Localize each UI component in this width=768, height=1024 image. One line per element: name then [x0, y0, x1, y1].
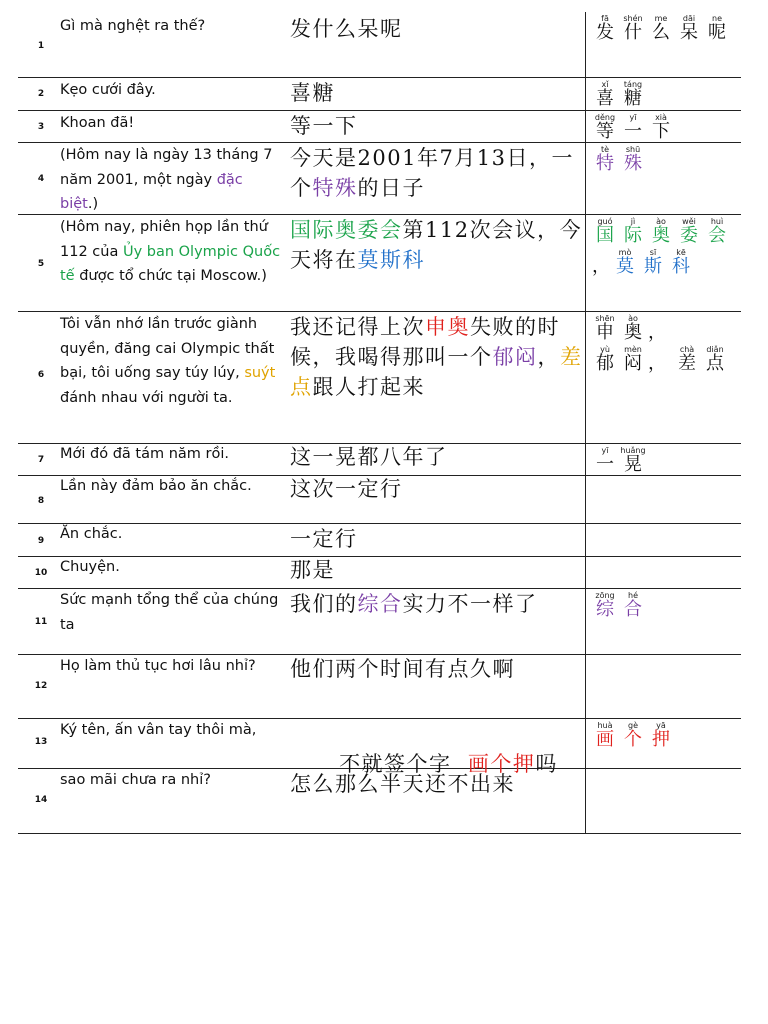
pinyin-cell	[591, 111, 741, 142]
row-number: 3	[37, 122, 45, 132]
row-number: 12	[34, 681, 48, 691]
pinyin-reading: shū	[625, 145, 641, 154]
hanzi-character: 莫	[616, 256, 634, 277]
vietnamese-text: Mới đó đã tám năm rồi.	[60, 446, 229, 462]
hanzi-character: 什	[624, 22, 642, 43]
pinyin-char	[647, 14, 675, 43]
pinyin-char	[619, 591, 647, 620]
pinyin-char	[619, 446, 647, 475]
row-number: 7	[37, 455, 45, 465]
pinyin-char	[591, 721, 619, 750]
pinyin-char	[647, 113, 675, 142]
row-number: 10	[34, 568, 48, 578]
hanzi-character: 委	[680, 225, 698, 246]
pinyin-reading: hé	[628, 591, 638, 600]
table-row	[18, 557, 741, 589]
pinyin-char	[703, 217, 731, 246]
hanzi-character: ，	[648, 322, 666, 343]
row-number: 13	[34, 737, 48, 747]
highlighted-term: 特殊	[312, 176, 358, 200]
row-number: 4	[37, 174, 45, 184]
chinese-text-part: 不就签个字	[339, 752, 468, 776]
vocab-table	[18, 12, 741, 834]
pinyin-reading: jì	[630, 217, 636, 226]
chinese-text: 发什么呆呢	[290, 17, 403, 41]
vietnamese-text-part: (Hôm nay là ngày 13 tháng 7 năm 2001, một ngày	[60, 147, 273, 188]
pinyin-line	[591, 312, 741, 343]
pinyin-char	[591, 345, 619, 374]
pinyin-char	[591, 446, 619, 475]
hanzi-character: 糖	[624, 88, 642, 109]
table-row	[18, 12, 741, 78]
hanzi-character: 闷	[624, 353, 642, 374]
pinyin-reading: xià	[655, 113, 667, 122]
pinyin-line	[591, 444, 741, 475]
pinyin-reading: ne	[712, 14, 722, 23]
hanzi-character: 特	[596, 153, 614, 174]
pinyin-reading: sī	[649, 248, 657, 257]
hanzi-character: 发	[596, 22, 614, 43]
pinyin-cell	[591, 444, 741, 475]
hanzi-character: 晃	[624, 454, 642, 475]
hanzi-character: 下	[652, 121, 670, 142]
hanzi-character: 差	[678, 353, 696, 374]
table-row	[18, 476, 741, 524]
pinyin-line	[591, 111, 741, 142]
pinyin-line	[591, 246, 741, 277]
highlighted-term: 差点	[290, 345, 583, 399]
pinyin-char	[591, 591, 619, 620]
hanzi-character: 一	[624, 121, 642, 142]
table-row	[18, 524, 741, 557]
hanzi-character: ，	[592, 256, 610, 277]
row-number: 6	[37, 370, 45, 380]
pinyin-reading: huǎng	[620, 446, 646, 455]
pinyin-line	[591, 589, 741, 620]
highlighted-term: 综合	[357, 592, 403, 616]
highlighted-term: Ủy ban Olympic Quốc tế	[60, 243, 281, 284]
pinyin-line	[591, 143, 741, 174]
pinyin-char	[647, 345, 667, 374]
pinyin-reading: zōng	[595, 591, 615, 600]
table-row	[18, 655, 741, 719]
pinyin-reading: shēn	[595, 314, 615, 323]
pinyin-char	[639, 248, 667, 277]
chinese-text-part: 吗	[535, 752, 558, 776]
chinese-text: 喜糖	[290, 81, 335, 105]
pinyin-reading: dāi	[682, 14, 696, 23]
chinese-text: 他们两个时间有点久啊	[290, 657, 515, 681]
row-number: 1	[37, 41, 45, 51]
pinyin-char	[619, 113, 647, 142]
pinyin-char	[591, 14, 619, 43]
pinyin-reading: huà	[597, 721, 613, 730]
vietnamese-text: Sức mạnh tổng thể của chúng ta	[60, 592, 279, 633]
hanzi-character: ，	[648, 353, 666, 374]
table-row	[18, 312, 741, 444]
vietnamese-text	[60, 215, 285, 289]
pinyin-reading: wěi	[682, 217, 696, 226]
vietnamese-text	[60, 312, 285, 410]
chinese-text	[290, 143, 586, 203]
highlighted-term: 莫斯科	[357, 248, 425, 272]
hanzi-character: 合	[624, 599, 642, 620]
hanzi-character: 点	[706, 353, 724, 374]
chinese-text	[290, 215, 586, 275]
pinyin-line	[591, 78, 741, 109]
vietnamese-text-part: đánh nhau với người ta.	[60, 389, 233, 406]
highlighted-term: 国际奥委会	[290, 218, 403, 242]
pinyin-reading: xǐ	[601, 80, 609, 89]
table-row	[18, 589, 741, 655]
vietnamese-text: Họ làm thủ tục hơi lâu nhỉ?	[60, 658, 256, 674]
hanzi-character: 郁	[596, 353, 614, 374]
pinyin-char	[619, 217, 647, 246]
pinyin-char	[647, 217, 675, 246]
vietnamese-text	[60, 143, 285, 217]
pinyin-reading: yù	[600, 345, 610, 354]
row-number: 8	[37, 496, 45, 506]
chinese-text: 那是	[290, 558, 335, 582]
hanzi-character: 国	[596, 225, 614, 246]
pinyin-reading: fā	[601, 14, 609, 23]
chinese-text: 等一下	[290, 114, 358, 138]
chinese-text-part: 失败的时候，我喝得那叫一个	[290, 315, 560, 369]
chinese-text-part: 我还记得上次	[290, 315, 425, 339]
vietnamese-text-part: được tổ chức tại Moscow.)	[74, 268, 267, 284]
row-number: 9	[37, 536, 45, 546]
row-number: 14	[34, 795, 48, 805]
pinyin-cell	[591, 143, 741, 174]
chinese-text-part: 今天是2001年7月13日，一个	[290, 146, 575, 200]
hanzi-character: 斯	[644, 256, 662, 277]
pinyin-reading: kē	[676, 248, 686, 257]
pinyin-char	[675, 217, 703, 246]
chinese-text-part: 实力不一样了	[402, 592, 538, 616]
hanzi-character: 呆	[680, 22, 698, 43]
pinyin-cell	[591, 215, 741, 277]
pinyin-char	[611, 248, 639, 277]
pinyin-reading: shén	[623, 14, 643, 23]
pinyin-reading: yī	[629, 113, 637, 122]
pinyin-reading: tè	[600, 145, 610, 154]
chinese-text-part: 第112次会议，今天将在	[290, 218, 583, 272]
chinese-text-part: 的日子	[357, 176, 425, 200]
vietnamese-text: sao mãi chưa ra nhỉ?	[60, 772, 211, 788]
hanzi-character: 喜	[596, 88, 614, 109]
pinyin-reading: děng	[594, 113, 616, 122]
pinyin-char	[647, 314, 667, 343]
pinyin-char	[701, 345, 729, 374]
pinyin-line	[591, 719, 741, 750]
pinyin-char	[619, 345, 647, 374]
row-number: 5	[37, 259, 45, 269]
pinyin-reading: diǎn	[706, 345, 724, 354]
vietnamese-text: Ký tên, ấn vân tay thôi mà,	[60, 722, 257, 738]
chinese-text: 怎么那么半天还不出来	[290, 772, 515, 796]
pinyin-reading: ào	[656, 217, 666, 226]
pinyin-cell	[591, 312, 741, 374]
table-row	[18, 769, 741, 834]
table-row	[18, 111, 741, 143]
pinyin-reading: ào	[628, 314, 638, 323]
column-divider	[585, 12, 586, 834]
highlighted-term: 申奥	[425, 315, 470, 339]
pinyin-line	[591, 343, 741, 374]
pinyin-char	[591, 314, 619, 343]
hanzi-character: 押	[652, 729, 670, 750]
vietnamese-text-part: .)	[87, 196, 99, 212]
pinyin-reading: mò	[618, 248, 632, 257]
chinese-text-part: 我们的	[290, 592, 358, 616]
pinyin-reading: me	[654, 14, 668, 23]
pinyin-char	[619, 14, 647, 43]
vietnamese-text: Gì mà nghệt ra thế?	[60, 18, 206, 34]
table-row	[18, 719, 741, 776]
hanzi-character: 一	[596, 454, 614, 475]
pinyin-char	[619, 145, 647, 174]
vietnamese-text: Lần này đảm bảo ăn chắc.	[60, 478, 252, 494]
chinese-text: 这一晃都八年了	[290, 445, 448, 469]
pinyin-char	[619, 314, 647, 343]
pinyin-reading: táng	[623, 80, 643, 89]
pinyin-reading: yī	[601, 446, 609, 455]
hanzi-character: 么	[652, 22, 670, 43]
pinyin-line	[591, 215, 741, 246]
pinyin-reading: guó	[597, 217, 613, 226]
hanzi-character: 综	[596, 599, 614, 620]
pinyin-char	[591, 80, 619, 109]
row-number: 11	[34, 617, 48, 627]
pinyin-char	[619, 80, 647, 109]
pinyin-char	[673, 345, 701, 374]
vietnamese-text: Khoan đã!	[60, 115, 135, 131]
hanzi-character: 际	[624, 225, 642, 246]
hanzi-character: 呢	[708, 22, 726, 43]
vietnamese-text-part: Tôi vẫn nhớ lần trước giành quyền, đăng cai Olympic thất bại, tôi uống say túy lúy,	[60, 316, 275, 381]
highlighted-term: suýt	[244, 365, 276, 381]
vietnamese-text-part: (Hôm nay, phiên họp lần thứ 112 của	[60, 219, 268, 260]
table-row	[18, 215, 741, 312]
pinyin-char	[591, 113, 619, 142]
hanzi-character: 科	[672, 256, 690, 277]
pinyin-cell	[591, 589, 741, 620]
chinese-text	[290, 589, 586, 619]
pinyin-reading: huì	[710, 217, 724, 226]
pinyin-line	[591, 12, 741, 43]
pinyin-char	[591, 248, 611, 277]
hanzi-character: 画	[596, 729, 614, 750]
pinyin-char	[703, 14, 731, 43]
vietnamese-text: Kẹo cưới đây.	[60, 82, 156, 98]
hanzi-character: 等	[596, 121, 614, 142]
pinyin-cell	[591, 12, 741, 43]
pinyin-reading: mèn	[624, 345, 642, 354]
table-row	[18, 444, 741, 476]
vietnamese-text: Chuyện.	[60, 559, 120, 575]
pinyin-char	[667, 248, 695, 277]
pinyin-char	[647, 721, 675, 750]
table-row	[18, 143, 741, 215]
chinese-text-part: ，	[537, 345, 560, 369]
row-number: 2	[37, 89, 45, 99]
chinese-text: 这次一定行	[290, 477, 403, 501]
pinyin-char	[591, 145, 619, 174]
pinyin-reading: yā	[656, 721, 666, 730]
table-row	[18, 78, 741, 111]
pinyin-cell	[591, 719, 741, 750]
pinyin-cell	[591, 78, 741, 109]
highlighted-term: 郁闷	[492, 345, 538, 369]
hanzi-character: 个	[624, 729, 642, 750]
chinese-text: 一定行	[290, 527, 358, 551]
chinese-text	[290, 312, 586, 402]
hanzi-character: 申	[596, 322, 614, 343]
pinyin-char	[675, 14, 703, 43]
pinyin-char	[591, 217, 619, 246]
pinyin-reading: chà	[679, 345, 695, 354]
highlighted-term: đặc biệt	[60, 171, 243, 212]
hanzi-character: 奥	[624, 322, 642, 343]
highlighted-term: 画个押	[467, 752, 536, 776]
vietnamese-text: Ăn chắc.	[60, 526, 123, 542]
hanzi-character: 殊	[624, 153, 642, 174]
pinyin-reading: gè	[628, 721, 638, 730]
pinyin-char	[619, 721, 647, 750]
hanzi-character: 奥	[652, 225, 670, 246]
hanzi-character: 会	[708, 225, 726, 246]
chinese-text-part: 跟人打起来	[312, 375, 425, 399]
